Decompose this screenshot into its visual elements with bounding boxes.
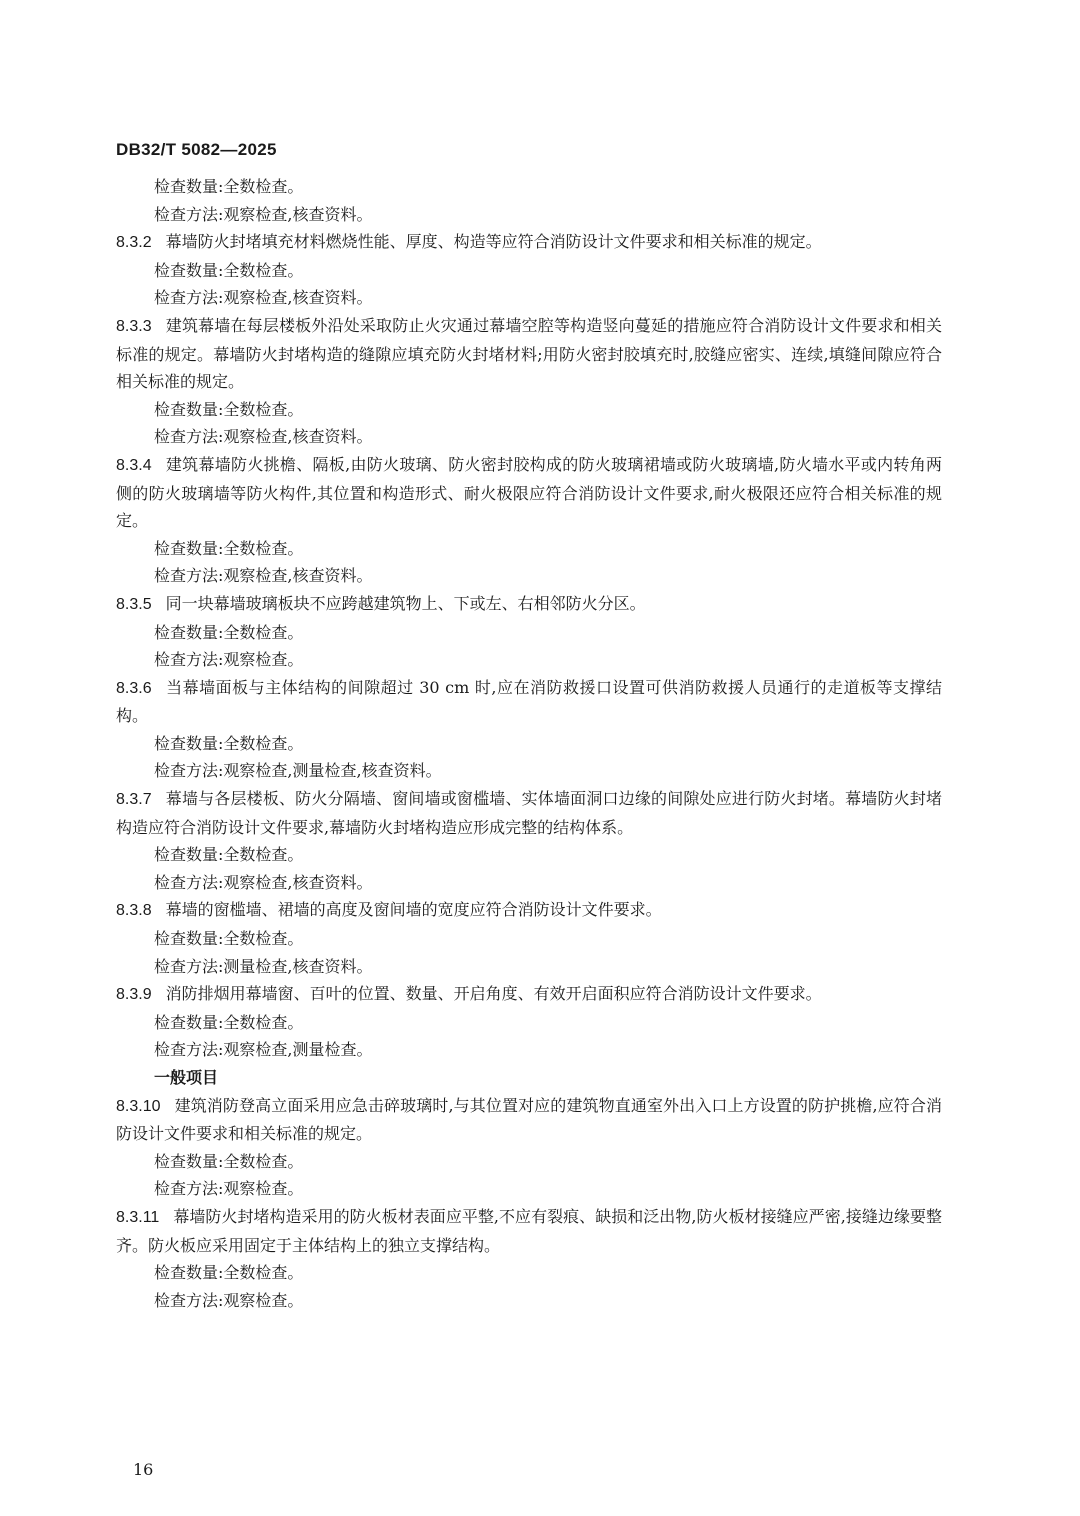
inspection-line: 检查数量:全数检查。 <box>154 622 304 642</box>
clause-paragraph <box>116 785 942 841</box>
clause-number: 8.3.8 <box>116 902 152 920</box>
clause-text: 建筑幕墙防火挑檐、隔板,由防火玻璃、防火密封胶构成的防火玻璃裙墙或防火玻璃墙,防火墙水平或内转角两侧的防火玻璃墙等防火构件,其位置和构造形式、耐火极限应符合消防设计文件要求,耐火极限还应符合相关标准的规定。 <box>116 454 942 531</box>
document-code: DB32/T 5082—2025 <box>116 140 277 159</box>
inspection-line: 检查数量:全数检查。 <box>154 399 304 419</box>
clause-text: 幕墙防火封堵填充材料燃烧性能、厚度、构造等应符合消防设计文件要求和相关标准的规定。 <box>165 232 822 252</box>
inspection-line: 检查方法:观察检查,核查资料。 <box>154 872 373 892</box>
clause-number: 8.3.6 <box>116 679 152 697</box>
clause-paragraph <box>116 896 942 925</box>
clause-number: 8.3.4 <box>116 456 152 474</box>
clause-paragraph <box>116 980 942 1009</box>
clause-number: 8.3.11 <box>116 1208 160 1226</box>
inspection-line: 检查数量:全数检查。 <box>154 1151 304 1171</box>
clause-paragraph <box>116 312 942 396</box>
clause-number: 8.3.9 <box>116 986 152 1004</box>
inspection-line: 检查数量:全数检查。 <box>154 1012 304 1032</box>
inspection-line: 检查数量:全数检查。 <box>154 1263 304 1283</box>
inspection-line: 检查方法:测量检查,核查资料。 <box>154 956 373 976</box>
inspection-line: 检查数量:全数检查。 <box>154 733 304 753</box>
clause-number: 8.3.5 <box>116 595 152 613</box>
inspection-line: 检查方法:观察检查。 <box>154 1179 304 1199</box>
clause-text: 建筑幕墙在每层楼板外沿处采取防止火灾通过幕墙空腔等构造竖向蔓延的措施应符合消防设计文件要求和相关标准的规定。幕墙防火封堵构造的缝隙应填充防火封堵材料;用防火密封胶填充时,胶缝应密实、连续,填缝间隙应符合相关标准的规定。 <box>116 315 942 392</box>
clause-text: 同一块幕墙玻璃板块不应跨越建筑物上、下或左、右相邻防火分区。 <box>165 593 646 613</box>
clause-text: 消防排烟用幕墙窗、百叶的位置、数量、开启角度、有效开启面积应符合消防设计文件要求。 <box>165 984 822 1004</box>
clause-paragraph <box>116 451 942 535</box>
clause-number: 8.3.3 <box>116 317 152 335</box>
inspection-line: 检查方法:观察检查。 <box>154 1290 304 1310</box>
clause-text: 建筑消防登高立面采用应急击碎玻璃时,与其位置对应的建筑物直通室外出入口上方设置的防护挑檐,应符合消防设计文件要求和相关标准的规定。 <box>116 1095 942 1144</box>
clause-text: 当幕墙面板与主体结构的间隙超过 30 cm 时,应在消防救援口设置可供消防救援人员通行的走道板等支撑结构。 <box>116 677 942 726</box>
inspection-line: 检查方法:观察检查,测量检查,核查资料。 <box>154 761 442 781</box>
clause-paragraph <box>116 674 942 730</box>
clause-paragraph <box>116 228 942 257</box>
clause-text: 幕墙的窗槛墙、裙墙的高度及窗间墙的宽度应符合消防设计文件要求。 <box>165 900 662 920</box>
inspection-line: 检查方法:观察检查,核查资料。 <box>154 204 373 224</box>
inspection-line: 检查数量:全数检查。 <box>154 260 304 280</box>
clause-paragraph <box>116 1203 942 1259</box>
inspection-line: 检查数量:全数检查。 <box>154 929 304 949</box>
inspection-line: 检查数量:全数检查。 <box>154 845 304 865</box>
clause-number: 8.3.10 <box>116 1097 161 1115</box>
clause-text: 幕墙防火封堵构造采用的防火板材表面应平整,不应有裂痕、缺损和泛出物,防火板材接缝应严密,接缝边缘要整齐。防火板应采用固定于主体结构上的独立支撑结构。 <box>116 1206 942 1255</box>
inspection-line: 检查方法:观察检查,核查资料。 <box>154 566 373 586</box>
clause-number: 8.3.7 <box>116 791 152 809</box>
clause-number: 8.3.2 <box>116 234 152 252</box>
inspection-line: 检查方法:观察检查,核查资料。 <box>154 288 373 308</box>
inspection-line: 检查方法:观察检查,测量检查。 <box>154 1040 373 1060</box>
page-number: 16 <box>133 1460 154 1479</box>
inspection-line: 检查数量:全数检查。 <box>154 538 304 558</box>
clause-paragraph <box>116 1092 942 1148</box>
inspection-line: 检查数量:全数检查。 <box>154 177 304 196</box>
document-body <box>116 173 942 1314</box>
clause-text: 幕墙与各层楼板、防火分隔墙、窗间墙或窗槛墙、实体墙面洞口边缘的间隙处应进行防火封堵。幕墙防火封堵构造应符合消防设计文件要求,幕墙防火封堵构造应形成完整的结构体系。 <box>116 789 942 837</box>
inspection-line: 检查方法:观察检查。 <box>154 650 304 670</box>
section-heading: 一般项目 <box>154 1068 219 1087</box>
clause-paragraph <box>116 590 942 619</box>
inspection-line: 检查方法:观察检查,核查资料。 <box>154 427 373 447</box>
